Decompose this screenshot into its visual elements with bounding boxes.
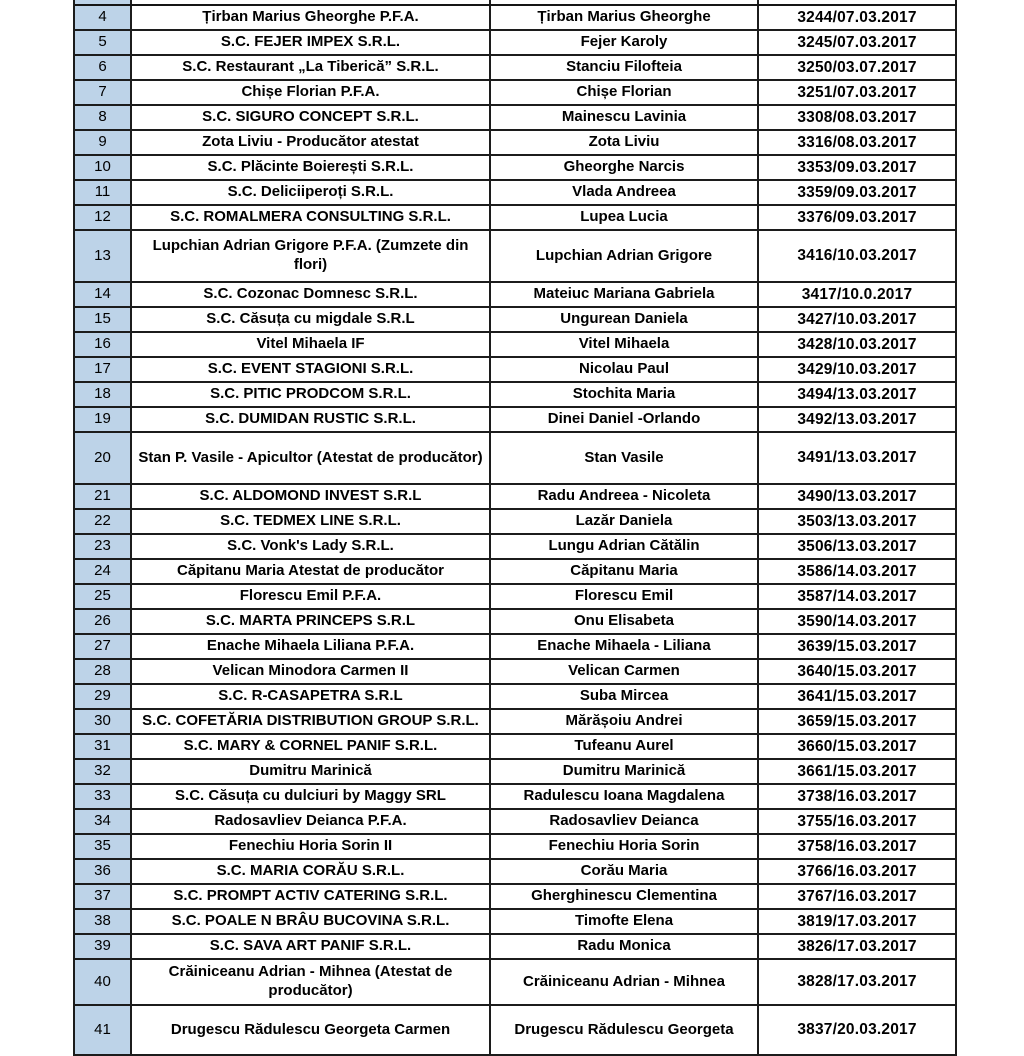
number-date-cell: 3492/13.03.2017 bbox=[759, 408, 957, 431]
number-date-cell bbox=[759, 0, 957, 4]
number-date-cell: 3416/10.03.2017 bbox=[759, 231, 957, 281]
number-date-cell: 3766/16.03.2017 bbox=[759, 860, 957, 883]
number-date-cell: 3494/13.03.2017 bbox=[759, 383, 957, 406]
person-cell: Mateiuc Mariana Gabriela bbox=[491, 283, 759, 306]
company-cell: Căpitanu Maria Atestat de producător bbox=[132, 560, 491, 583]
table-row bbox=[75, 131, 957, 156]
number-date-cell: 3640/15.03.2017 bbox=[759, 660, 957, 683]
number-date-cell: 3758/16.03.2017 bbox=[759, 835, 957, 858]
person-cell: Chișe Florian bbox=[491, 81, 759, 104]
person-cell: Crăiniceanu Adrian - Mihnea bbox=[491, 960, 759, 1004]
number-date-cell: 3316/08.03.2017 bbox=[759, 131, 957, 154]
company-cell: S.C. Căsuța cu migdale S.R.L bbox=[132, 308, 491, 331]
row-number-cell: 31 bbox=[75, 735, 132, 758]
company-cell: Enache Mihaela Liliana P.F.A. bbox=[132, 635, 491, 658]
number-date-cell: 3660/15.03.2017 bbox=[759, 735, 957, 758]
company-cell: Lupchian Adrian Grigore P.F.A. (Zumzete din flori) bbox=[132, 231, 491, 281]
person-cell: Vlada Andreea bbox=[491, 181, 759, 204]
table-row bbox=[75, 785, 957, 810]
table-row bbox=[75, 810, 957, 835]
number-date-cell: 3251/07.03.2017 bbox=[759, 81, 957, 104]
row-number-cell: 36 bbox=[75, 860, 132, 883]
company-cell: S.C. Plăcinte Boierești S.R.L. bbox=[132, 156, 491, 179]
table-row bbox=[75, 835, 957, 860]
person-cell: Fejer Karoly bbox=[491, 31, 759, 54]
person-cell: Lazăr Daniela bbox=[491, 510, 759, 533]
number-date-cell: 3427/10.03.2017 bbox=[759, 308, 957, 331]
row-number-cell: 8 bbox=[75, 106, 132, 129]
person-cell: Lupea Lucia bbox=[491, 206, 759, 229]
person-cell bbox=[491, 0, 759, 4]
number-date-cell: 3490/13.03.2017 bbox=[759, 485, 957, 508]
row-number-cell: 14 bbox=[75, 283, 132, 306]
number-date-cell: 3837/20.03.2017 bbox=[759, 1006, 957, 1054]
person-cell: Gherghinescu Clementina bbox=[491, 885, 759, 908]
number-date-cell: 3639/15.03.2017 bbox=[759, 635, 957, 658]
company-cell: S.C. Vonk's Lady S.R.L. bbox=[132, 535, 491, 558]
table-row bbox=[75, 56, 957, 81]
table-row bbox=[75, 106, 957, 131]
row-number-cell: 39 bbox=[75, 935, 132, 958]
row-number-cell: 28 bbox=[75, 660, 132, 683]
table-row bbox=[75, 960, 957, 1006]
table-rows bbox=[75, 6, 957, 1056]
row-number-cell: 20 bbox=[75, 433, 132, 483]
table-row bbox=[75, 885, 957, 910]
person-cell: Stan Vasile bbox=[491, 433, 759, 483]
table-row bbox=[75, 735, 957, 760]
person-cell: Radu Andreea - Nicoleta bbox=[491, 485, 759, 508]
table-row bbox=[75, 181, 957, 206]
row-number-cell: 26 bbox=[75, 610, 132, 633]
row-number-cell: 15 bbox=[75, 308, 132, 331]
row-number-cell: 16 bbox=[75, 333, 132, 356]
company-cell: S.C. FEJER IMPEX S.R.L. bbox=[132, 31, 491, 54]
company-cell: S.C. EVENT STAGIONI S.R.L. bbox=[132, 358, 491, 381]
table-row bbox=[75, 660, 957, 685]
row-number-cell: 6 bbox=[75, 56, 132, 79]
table-row bbox=[75, 610, 957, 635]
table-row bbox=[75, 710, 957, 735]
row-number-cell: 9 bbox=[75, 131, 132, 154]
row-number-cell: 22 bbox=[75, 510, 132, 533]
number-date-cell: 3755/16.03.2017 bbox=[759, 810, 957, 833]
number-date-cell: 3738/16.03.2017 bbox=[759, 785, 957, 808]
person-cell: Velican Carmen bbox=[491, 660, 759, 683]
company-cell: S.C. ALDOMOND INVEST S.R.L bbox=[132, 485, 491, 508]
company-cell: Dumitru Marinică bbox=[132, 760, 491, 783]
company-cell: S.C. R-CASAPETRA S.R.L bbox=[132, 685, 491, 708]
company-cell: S.C. PITIC PRODCOM S.R.L. bbox=[132, 383, 491, 406]
table-row bbox=[75, 860, 957, 885]
number-date-cell: 3245/07.03.2017 bbox=[759, 31, 957, 54]
number-date-cell: 3417/10.0.2017 bbox=[759, 283, 957, 306]
table-row bbox=[75, 333, 957, 358]
company-cell: S.C. Restaurant „La Tiberică” S.R.L. bbox=[132, 56, 491, 79]
company-cell: Stan P. Vasile - Apicultor (Atestat de producător) bbox=[132, 433, 491, 483]
row-number-cell: 13 bbox=[75, 231, 132, 281]
person-cell: Radulescu Ioana Magdalena bbox=[491, 785, 759, 808]
table-row bbox=[75, 910, 957, 935]
company-cell: Chișe Florian P.F.A. bbox=[132, 81, 491, 104]
row-number-cell: 35 bbox=[75, 835, 132, 858]
number-date-cell: 3826/17.03.2017 bbox=[759, 935, 957, 958]
company-cell: S.C. MARIA CORĂU S.R.L. bbox=[132, 860, 491, 883]
registry-table bbox=[73, 0, 957, 1056]
table-row bbox=[75, 383, 957, 408]
number-date-cell: 3308/08.03.2017 bbox=[759, 106, 957, 129]
row-number-cell: 37 bbox=[75, 885, 132, 908]
row-number-cell bbox=[75, 0, 132, 4]
company-cell: Velican Minodora Carmen II bbox=[132, 660, 491, 683]
row-number-cell: 27 bbox=[75, 635, 132, 658]
person-cell: Florescu Emil bbox=[491, 585, 759, 608]
company-cell: S.C. Deliciiperoți S.R.L. bbox=[132, 181, 491, 204]
number-date-cell: 3661/15.03.2017 bbox=[759, 760, 957, 783]
company-cell: Crăiniceanu Adrian - Mihnea (Atestat de producător) bbox=[132, 960, 491, 1004]
person-cell: Radu Monica bbox=[491, 935, 759, 958]
company-cell: Zota Liviu - Producător atestat bbox=[132, 131, 491, 154]
row-number-cell: 10 bbox=[75, 156, 132, 179]
person-cell: Căpitanu Maria bbox=[491, 560, 759, 583]
table-row bbox=[75, 635, 957, 660]
company-cell: Fenechiu Horia Sorin II bbox=[132, 835, 491, 858]
person-cell: Nicolau Paul bbox=[491, 358, 759, 381]
number-date-cell: 3244/07.03.2017 bbox=[759, 6, 957, 29]
table-row bbox=[75, 510, 957, 535]
person-cell: Suba Mircea bbox=[491, 685, 759, 708]
number-date-cell: 3376/09.03.2017 bbox=[759, 206, 957, 229]
number-date-cell: 3250/03.07.2017 bbox=[759, 56, 957, 79]
person-cell: Stanciu Filofteia bbox=[491, 56, 759, 79]
table-row bbox=[75, 685, 957, 710]
company-cell: S.C. SIGURO CONCEPT S.R.L. bbox=[132, 106, 491, 129]
company-cell: S.C. ROMALMERA CONSULTING S.R.L. bbox=[132, 206, 491, 229]
person-cell: Lupchian Adrian Grigore bbox=[491, 231, 759, 281]
number-date-cell: 3767/16.03.2017 bbox=[759, 885, 957, 908]
company-cell: S.C. PROMPT ACTIV CATERING S.R.L. bbox=[132, 885, 491, 908]
company-cell: Țirban Marius Gheorghe P.F.A. bbox=[132, 6, 491, 29]
person-cell: Gheorghe Narcis bbox=[491, 156, 759, 179]
person-cell: Onu Elisabeta bbox=[491, 610, 759, 633]
number-date-cell: 3428/10.03.2017 bbox=[759, 333, 957, 356]
row-number-cell: 5 bbox=[75, 31, 132, 54]
number-date-cell: 3819/17.03.2017 bbox=[759, 910, 957, 933]
row-number-cell: 34 bbox=[75, 810, 132, 833]
number-date-cell: 3586/14.03.2017 bbox=[759, 560, 957, 583]
row-number-cell: 23 bbox=[75, 535, 132, 558]
person-cell: Ungurean Daniela bbox=[491, 308, 759, 331]
table-row bbox=[75, 283, 957, 308]
number-date-cell: 3491/13.03.2017 bbox=[759, 433, 957, 483]
number-date-cell: 3659/15.03.2017 bbox=[759, 710, 957, 733]
table-row bbox=[75, 156, 957, 181]
number-date-cell: 3429/10.03.2017 bbox=[759, 358, 957, 381]
number-date-cell: 3359/09.03.2017 bbox=[759, 181, 957, 204]
company-cell: S.C. DUMIDAN RUSTIC S.R.L. bbox=[132, 408, 491, 431]
table-row bbox=[75, 560, 957, 585]
number-date-cell: 3641/15.03.2017 bbox=[759, 685, 957, 708]
row-number-cell: 19 bbox=[75, 408, 132, 431]
company-cell: Vitel Mihaela IF bbox=[132, 333, 491, 356]
person-cell: Enache Mihaela - Liliana bbox=[491, 635, 759, 658]
row-number-cell: 17 bbox=[75, 358, 132, 381]
person-cell: Corău Maria bbox=[491, 860, 759, 883]
row-number-cell: 12 bbox=[75, 206, 132, 229]
row-number-cell: 32 bbox=[75, 760, 132, 783]
row-number-cell: 25 bbox=[75, 585, 132, 608]
row-number-cell: 41 bbox=[75, 1006, 132, 1054]
company-cell: S.C. Cozonac Domnesc S.R.L. bbox=[132, 283, 491, 306]
person-cell: Mainescu Lavinia bbox=[491, 106, 759, 129]
company-cell: S.C. MARTA PRINCEPS S.R.L bbox=[132, 610, 491, 633]
row-number-cell: 38 bbox=[75, 910, 132, 933]
table-row bbox=[75, 935, 957, 960]
person-cell: Dinei Daniel -Orlando bbox=[491, 408, 759, 431]
person-cell: Vitel Mihaela bbox=[491, 333, 759, 356]
number-date-cell: 3503/13.03.2017 bbox=[759, 510, 957, 533]
person-cell: Timofte Elena bbox=[491, 910, 759, 933]
row-number-cell: 24 bbox=[75, 560, 132, 583]
row-number-cell: 4 bbox=[75, 6, 132, 29]
person-cell: Lungu Adrian Cătălin bbox=[491, 535, 759, 558]
number-date-cell: 3590/14.03.2017 bbox=[759, 610, 957, 633]
table-row bbox=[75, 535, 957, 560]
company-cell: Radosavliev Deianca P.F.A. bbox=[132, 810, 491, 833]
company-cell: S.C. TEDMEX LINE S.R.L. bbox=[132, 510, 491, 533]
table-row bbox=[75, 433, 957, 485]
person-cell: Mărășoiu Andrei bbox=[491, 710, 759, 733]
company-cell: Florescu Emil P.F.A. bbox=[132, 585, 491, 608]
company-cell: S.C. POALE N BRÂU BUCOVINA S.R.L. bbox=[132, 910, 491, 933]
table-row bbox=[75, 206, 957, 231]
row-number-cell: 11 bbox=[75, 181, 132, 204]
row-number-cell: 21 bbox=[75, 485, 132, 508]
person-cell: Radosavliev Deianca bbox=[491, 810, 759, 833]
row-number-cell: 40 bbox=[75, 960, 132, 1004]
company-cell: Drugescu Rădulescu Georgeta Carmen bbox=[132, 1006, 491, 1054]
row-number-cell: 30 bbox=[75, 710, 132, 733]
table-row bbox=[75, 231, 957, 283]
company-cell: S.C. MARY & CORNEL PANIF S.R.L. bbox=[132, 735, 491, 758]
table-row bbox=[75, 585, 957, 610]
table-row bbox=[75, 485, 957, 510]
table-row bbox=[75, 81, 957, 106]
person-cell: Stochita Maria bbox=[491, 383, 759, 406]
row-number-cell: 33 bbox=[75, 785, 132, 808]
row-number-cell: 29 bbox=[75, 685, 132, 708]
table-row bbox=[75, 760, 957, 785]
row-number-cell: 7 bbox=[75, 81, 132, 104]
table-row bbox=[75, 308, 957, 333]
person-cell: Zota Liviu bbox=[491, 131, 759, 154]
table-row bbox=[75, 1006, 957, 1056]
person-cell: Dumitru Marinică bbox=[491, 760, 759, 783]
number-date-cell: 3828/17.03.2017 bbox=[759, 960, 957, 1004]
company-cell: S.C. SAVA ART PANIF S.R.L. bbox=[132, 935, 491, 958]
number-date-cell: 3506/13.03.2017 bbox=[759, 535, 957, 558]
person-cell: Fenechiu Horia Sorin bbox=[491, 835, 759, 858]
company-cell: S.C. Căsuța cu dulciuri by Maggy SRL bbox=[132, 785, 491, 808]
company-cell: S.C. COFETĂRIA DISTRIBUTION GROUP S.R.L. bbox=[132, 710, 491, 733]
number-date-cell: 3353/09.03.2017 bbox=[759, 156, 957, 179]
person-cell: Tufeanu Aurel bbox=[491, 735, 759, 758]
number-date-cell: 3587/14.03.2017 bbox=[759, 585, 957, 608]
row-number-cell: 18 bbox=[75, 383, 132, 406]
table-row bbox=[75, 408, 957, 433]
table-row bbox=[75, 358, 957, 383]
person-cell: Țirban Marius Gheorghe bbox=[491, 6, 759, 29]
table-row bbox=[75, 31, 957, 56]
company-cell bbox=[132, 0, 491, 4]
table-row bbox=[75, 6, 957, 31]
person-cell: Drugescu Rădulescu Georgeta bbox=[491, 1006, 759, 1054]
